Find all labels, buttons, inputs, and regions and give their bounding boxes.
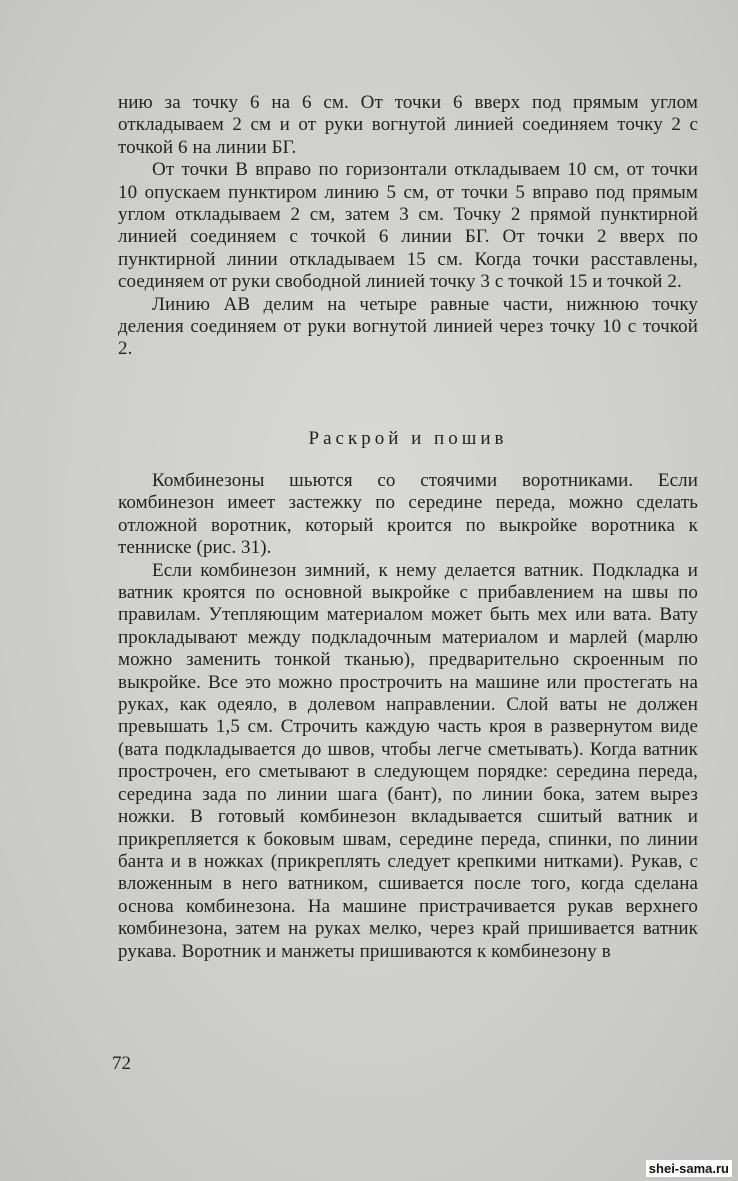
- paragraph: нию за точку 6 на 6 см. От точки 6 вверх под прямым углом откладываем 2 см и от руки вогнутой линией соединяем точку 2 с точкой 6 на линии БГ.: [118, 92, 698, 158]
- text-block-bottom: [118, 470, 698, 963]
- watermark: shei-sama.ru: [646, 1160, 732, 1177]
- paragraph: Если комбинезон зимний, к нему делается ватник. Подкладка и ватник кроятся по основной выкройке с прибавлением на швы по правилам. Утепляющим материалом может быть мех или вата. Вату прокладывают между подкладочным материалом и марлей (марлю можно заменить тонкой тканью), предварительно скроенным по выкройке. Все это можно прострочить на машине или простегать на руках, как одеяло, в долевом направлении. Слой ваты не должен превышать 1,5 см. Строчить каждую часть кроя в развернутом виде (вата подкладывается до швов, чтобы легче сметывать). Когда ватник прострочен, его сметывают в следующем порядке: середина переда, середина зада по линии шага (бант), по линии бока, затем вырез ножки. В готовый комбинезон вкладывается сшитый ватник и прикрепляется к боковым швам, середине переда, спинки, по линии банта и в ножках (прикреплять следует крепкими нитками). Рукав, с вложенным в него ватником, сшивается после того, когда сделана основа комбинезона. На машине пристрачивается рукав верхнего комбинезона, затем на руках мелко, через край пришивается ватник рукава. Воротник и манжеты пришиваются к комбинезону в: [118, 559, 698, 962]
- page-number: 72: [112, 1053, 131, 1074]
- paragraph: Комбинезоны шьются со стоячими воротниками. Если комбинезон имеет застежку по середине переда, можно сделать отложной воротник, который кроится по выкройке воротника к тенниске (рис. 31).: [118, 470, 698, 559]
- paragraph: Линию АВ делим на четыре равные части, нижнюю точку деления соединяем от руки вогнутой линией через точку 10 с точкой 2.: [118, 293, 698, 360]
- paragraph: От точки В вправо по горизонтали откладываем 10 см, от точки 10 опускаем пунктиром линию 5 см, от точки 5 вправо под прямым углом откладываем 2 см, затем 3 см. Точку 2 прямой пунктирной линией соединяем с точкой 6 линии БГ. От точки 2 вверх по пунктирной линии откладываем 15 см. Когда точки расставлены, соединяем от руки свободной линией точку 3 с точкой 15 и точкой 2.: [118, 159, 698, 293]
- section-heading: Раскрой и пошив: [308, 428, 508, 449]
- text-block-top: [118, 92, 698, 361]
